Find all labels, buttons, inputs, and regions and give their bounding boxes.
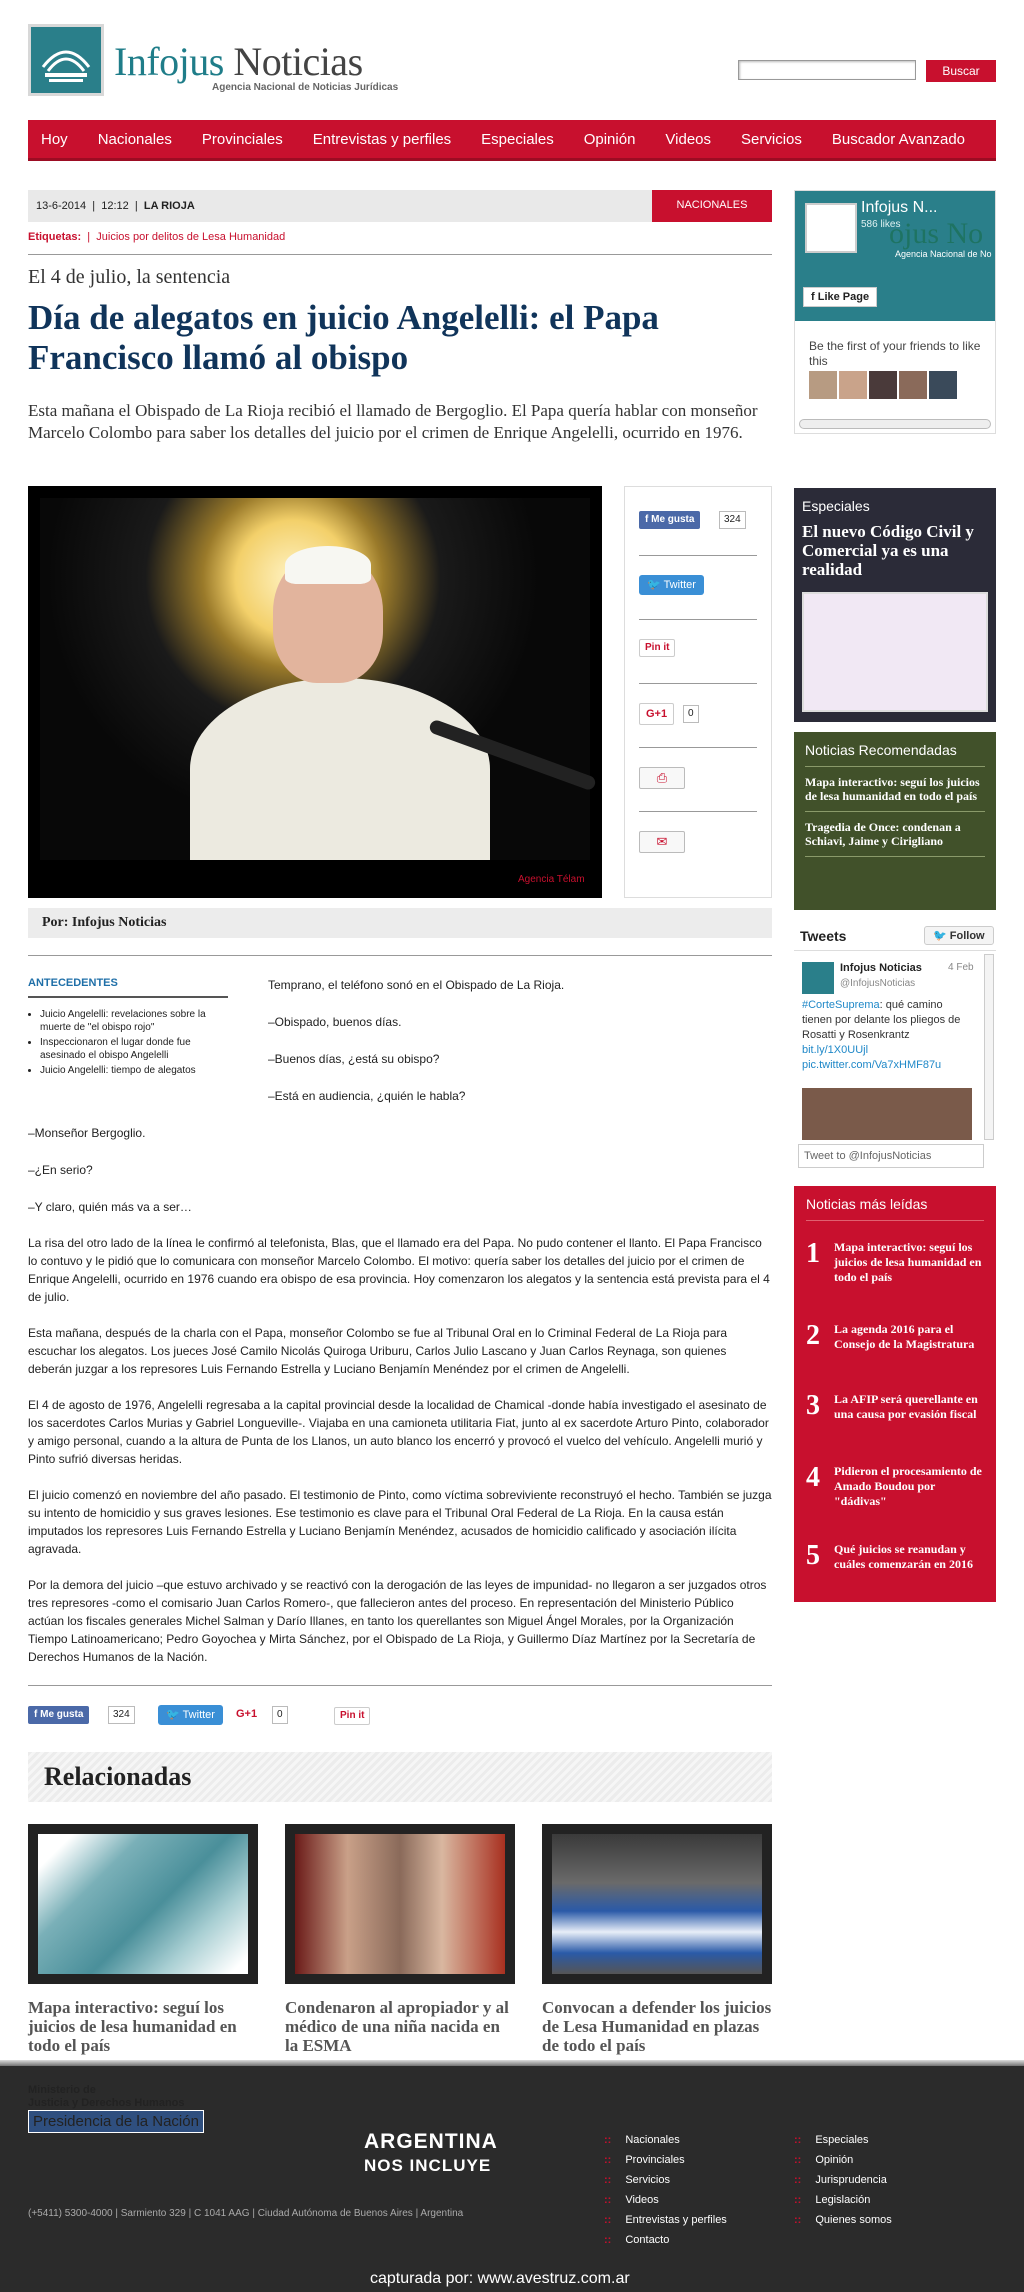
tag-link[interactable]: Juicios por delitos de Lesa Humanidad xyxy=(96,231,286,243)
brand-name-a: Infojus xyxy=(114,39,224,84)
rank-number: 1 xyxy=(806,1238,820,1269)
body-paragraph: Por la demora del juicio –que estuvo archivado y se reactivó con la derogación de las leyes de impunidad- no llegaron a ser juzgados otros tres represores -como el comisario Juan Carlos Romero-, que fallecieron antes del proceso. En representación del Ministerio Público actúan los fiscales generales Michel Salman y Darío Illanes, en tanto los querellantes son Miguel Ángel Morales, por la Organización Tiempo Latinoamericano; Pedro Goyochea y Mirta Sánchez, por el Obispado de La Rioja, y Guillermo Díaz Martínez por la Secretaría de Derechos Humanos de la Nación. xyxy=(28,1578,767,1664)
argentina-logo: ARGENTINA xyxy=(364,2130,498,2153)
article-photo xyxy=(28,486,602,898)
follow-button[interactable]: 🐦 Follow xyxy=(924,926,994,945)
follow-label: Follow xyxy=(949,930,985,942)
fb-like-count: 324 xyxy=(108,1706,135,1724)
footer-link[interactable]: :: Nacionales xyxy=(604,2130,727,2150)
fb-like-label: Me gusta xyxy=(651,514,695,525)
tweet-to-input[interactable]: Tweet to @InfojusNoticias xyxy=(798,1144,984,1168)
pinterest-button[interactable]: Pin it xyxy=(334,1707,370,1725)
email-icon[interactable]: ✉ xyxy=(639,831,685,853)
divider xyxy=(639,811,757,812)
footer-link[interactable]: :: Especiales xyxy=(794,2130,892,2150)
tweet-avatar[interactable] xyxy=(802,962,834,994)
gplus-button[interactable]: G+1 xyxy=(639,703,674,725)
related-title: Relacionadas xyxy=(44,1762,192,1791)
related-title-link[interactable]: Mapa interactivo: seguí los juicios de lesa humanidad en todo el país xyxy=(28,1998,237,2055)
divider xyxy=(639,619,757,620)
nav-especiales[interactable]: Especiales xyxy=(481,130,554,148)
body-paragraph: El juicio comenzó en noviembre del año pasado. El testimonio de Pinto, como víctima sobreviviente reconstruyó el hecho. También se juzga su intento de homicidio y sus graves lesiones. Ese testimonio es clave para el Tribunal Oral Federal de La Rioja. En la causa están imputados los represores Luis Fernando Estrella y Luciano Benjamín Menéndez, acusados de homicidio calificado y asociación ilícita agravada. xyxy=(28,1488,772,1556)
fb-cover-subtitle: Agencia Nacional de No xyxy=(895,249,992,259)
article-body xyxy=(28,1234,772,1684)
mas-leida-title[interactable]: La AFIP será querellante en una causa por evasión fiscal xyxy=(834,1392,978,1421)
fb-friend-avatar[interactable] xyxy=(809,371,837,399)
body-paragraph: La risa del otro lado de la línea le confirmó al telefonista, Blas, que el llamado era del Papa. No pudo contener el llanto. El Papa Francisco lo contuvo y le pidió que lo comunicara con monseñor Marcelo Colombo. El motivo: quería saber los detalles del juicio por el crimen de Enrique Angelelli, ocurrido en 1976 cuando era obispo de esa provincia. Hoy comenzaron los alegatos y la sentencia está prevista para el 4 de julio. xyxy=(28,1236,770,1304)
divider xyxy=(639,747,757,748)
footer-address: (+5411) 5300-4000 | Sarmiento 329 | C 1041 AAG | Ciudad Autónoma de Buenos Aires | Argentina xyxy=(28,2208,464,2219)
facebook-page-widget xyxy=(794,190,996,434)
twitter-button[interactable]: 🐦 Twitter xyxy=(639,575,704,595)
divider xyxy=(28,1685,772,1686)
antecedente-link[interactable]: • Juicio Angelelli: revelaciones sobre la muerte de "el obispo rojo" xyxy=(40,1008,230,1034)
photo-figure-cap xyxy=(285,546,371,584)
fb-like-page-label: Like Page xyxy=(817,291,870,303)
divider xyxy=(805,766,985,767)
byline: Por: Infojus Noticias xyxy=(28,908,772,938)
related-card[interactable] xyxy=(542,1824,772,2055)
tweet-text xyxy=(802,998,972,1073)
nav-buscador[interactable]: Buscador Avanzado xyxy=(831,130,966,148)
divider xyxy=(639,683,757,684)
presidencia-logo[interactable]: Presidencia de la Nación xyxy=(28,2110,204,2133)
ministerio-line-2: Justicia y Derechos Humanos xyxy=(28,2097,185,2109)
especiales-heading: Especiales xyxy=(802,498,870,514)
twitter-widget xyxy=(794,920,996,1172)
nos-incluye-logo: NOS INCLUYE xyxy=(364,2156,492,2175)
body-paragraph: Temprano, el teléfono sonó en el Obispado de La Rioja. xyxy=(268,978,565,992)
nav-entrevistas[interactable]: Entrevistas y perfiles xyxy=(312,130,452,148)
footer-link[interactable]: :: Entrevistas y perfiles xyxy=(604,2210,727,2230)
fb-page-name[interactable]: Infojus N... xyxy=(861,199,938,216)
article-date: 13-6-2014 xyxy=(36,200,87,212)
tags-label: Etiquetas: xyxy=(28,231,82,243)
rank-number: 3 xyxy=(806,1390,820,1421)
related-image[interactable] xyxy=(285,1824,515,1984)
photo-figure-body xyxy=(190,678,490,860)
facebook-like-button[interactable]: f Me gusta xyxy=(28,1706,89,1724)
tweet-author[interactable]: Infojus Noticias xyxy=(840,962,922,974)
tweet-hashtag[interactable]: #CorteSuprema xyxy=(802,999,880,1011)
article-kicker: El 4 de julio, la sentencia xyxy=(28,266,231,288)
fb-friend-avatar[interactable] xyxy=(929,371,957,399)
footer-link[interactable]: :: Quienes somos xyxy=(794,2210,892,2230)
gplus-count: 0 xyxy=(272,1706,288,1724)
especiales-image[interactable] xyxy=(802,592,988,712)
category-badge[interactable]: NACIONALES xyxy=(652,190,772,222)
mas-leida-title[interactable]: Qué juicios se reanudan y cuáles comenzarán en 2016 xyxy=(834,1542,973,1571)
body-paragraph: –Está en audiencia, ¿quién le habla? xyxy=(268,1089,466,1103)
rank-number: 4 xyxy=(806,1462,820,1493)
print-icon[interactable]: ⎙ xyxy=(639,767,685,789)
capture-credit: capturada por: www.avestruz.com.ar xyxy=(370,2270,630,2287)
gplus-count: 0 xyxy=(683,705,699,723)
footer-link[interactable]: :: Videos xyxy=(604,2190,727,2210)
fb-like-label: Me gusta xyxy=(40,1709,84,1720)
divider xyxy=(805,811,985,812)
footer-link[interactable]: :: Contacto xyxy=(604,2230,727,2250)
twitter-label: Twitter xyxy=(182,1709,215,1721)
divider xyxy=(28,254,772,255)
share-box xyxy=(624,486,772,898)
especiales-box[interactable] xyxy=(794,488,996,722)
tweet-date[interactable]: 4 Feb xyxy=(948,962,974,973)
tags-row: Etiquetas: | Juicios por delitos de Lesa Humanidad xyxy=(28,231,286,243)
antecedentes-list xyxy=(40,1008,230,1079)
body-paragraph: –Buenos días, ¿está su obispo? xyxy=(268,1052,440,1066)
fb-like-page-button[interactable] xyxy=(803,287,877,307)
body-paragraph: –Monseñor Bergoglio. xyxy=(28,1126,146,1140)
rank-number: 5 xyxy=(806,1540,820,1571)
antecedentes-title: ANTECEDENTES xyxy=(28,977,118,989)
fb-cover-text: ojus No xyxy=(889,217,984,250)
divider xyxy=(28,996,228,998)
fb-friend-avatar[interactable] xyxy=(839,371,867,399)
article-meta: 13-6-2014 | 12:12 | LA RIOJA xyxy=(28,190,652,222)
nav-provinciales[interactable]: Provinciales xyxy=(201,130,283,148)
antecedente-link[interactable]: • Juicio Angelelli: tiempo de alegatos xyxy=(40,1064,230,1077)
mas-leidas-heading: Noticias más leídas xyxy=(806,1196,928,1212)
nav-videos[interactable]: Videos xyxy=(665,130,712,148)
footer-link[interactable]: :: Jurisprudencia xyxy=(794,2170,892,2190)
tweet-pic-link[interactable]: pic.twitter.com/Va7xHMF87u xyxy=(802,1059,942,1071)
divider xyxy=(794,950,996,951)
tweet-handle[interactable]: @InfojusNoticias xyxy=(840,978,916,989)
related-card[interactable] xyxy=(285,1824,515,2055)
divider xyxy=(806,1220,984,1221)
fb-friend-avatar[interactable] xyxy=(869,371,897,399)
article-title: Día de alegatos en juicio Angelelli: el Papa Francisco llamó al obispo xyxy=(28,298,659,377)
footer-link[interactable]: :: Provinciales xyxy=(604,2150,727,2170)
related-card[interactable] xyxy=(28,1824,258,2055)
facebook-like-button[interactable]: f Me gusta xyxy=(639,511,700,529)
recomendadas-box xyxy=(794,732,996,910)
nav-opinion[interactable]: Opinión xyxy=(583,130,636,148)
gplus-button[interactable]: G+1 xyxy=(230,1704,263,1726)
recomendadas-heading: Noticias Recomendadas xyxy=(805,742,957,758)
article-place: LA RIOJA xyxy=(143,200,195,212)
divider xyxy=(639,555,757,556)
logo[interactable] xyxy=(28,24,104,96)
especiales-title[interactable]: El nuevo Código Civil y Comercial ya es una realidad xyxy=(802,522,974,579)
horizontal-scrollbar[interactable] xyxy=(799,419,991,429)
body-paragraph: –Y claro, quién más va a ser… xyxy=(28,1200,192,1214)
body-paragraph: El 4 de agosto de 1976, Angelelli regresaba a la capital provincial desde la localidad de Chamical -donde había investigado el asesinato de los sacerdotes Carlos Murias y Gabriel Longueville-. Viajaba en una camioneta utilitaria Fiat, junto al ex sacerdote Arturo Pinto, colaborador y amigo personal, cuando a la altura de Punta de los Llanos, un auto blanco los encerró y provocó el vuelco del vehículo. Angelelli murió y Pinto sufrió diversas heridas. xyxy=(28,1398,769,1466)
body-paragraph: –¿En serio? xyxy=(28,1163,93,1177)
nav-servicios[interactable]: Servicios xyxy=(741,130,802,148)
mas-leida-title[interactable]: Pidieron el procesamiento de Amado Boudou por "dádivas" xyxy=(834,1464,982,1508)
related-header xyxy=(28,1752,772,1802)
fb-page-logo[interactable] xyxy=(805,203,857,253)
tweet-image[interactable] xyxy=(802,1088,972,1140)
rank-number: 2 xyxy=(806,1320,820,1351)
vertical-scrollbar[interactable] xyxy=(984,954,994,1140)
footer-link[interactable]: :: Servicios xyxy=(604,2170,727,2190)
related-image[interactable] xyxy=(28,1824,258,1984)
footer-links-2 xyxy=(794,2130,892,2230)
brand-subtitle: Agencia Nacional de Noticias Jurídicas xyxy=(212,82,399,93)
tweet-link[interactable]: bit.ly/1X0UUjl xyxy=(802,1044,869,1056)
tweet-body: : qué camino tienen por delante los pliegos de Rosatti y Rosenkrantz xyxy=(802,999,961,1041)
pinterest-button[interactable]: Pin it xyxy=(639,639,675,657)
related-title-link[interactable]: Condenaron al apropiador y al médico de una niña nacida en la ESMA xyxy=(285,1998,509,2055)
antecedente-link[interactable]: • Inspeccionaron el lugar donde fue asesinado el obispo Angelelli xyxy=(40,1036,230,1062)
article-lead: Esta mañana el Obispado de La Rioja recibió el llamado de Bergoglio. El Papa quería hablar con monseñor Marcelo Colombo para saber los detalles del juicio por el crimen de Enrique Angelelli, ocurrido en 1976. xyxy=(28,401,758,442)
twitter-label: Twitter xyxy=(663,579,696,591)
mas-leida-title[interactable]: Mapa interactivo: seguí los juicios de lesa humanidad en todo el país xyxy=(834,1240,982,1284)
mas-leida-title[interactable]: La agenda 2016 para el Consejo de la Magistratura xyxy=(834,1322,975,1351)
footer-link[interactable]: :: Opinión xyxy=(794,2150,892,2170)
fb-icon: f xyxy=(811,291,818,303)
nav-hoy[interactable]: Hoy xyxy=(41,130,68,148)
main-nav xyxy=(28,120,996,161)
fb-friends-text: Be the first of your friends to like this xyxy=(809,339,981,368)
body-paragraph: –Obispado, buenos días. xyxy=(268,1015,402,1029)
recomendada-link[interactable]: Tragedia de Once: condenan a Schiavi, Jaime y Cirigliano xyxy=(805,820,961,848)
brand-name-b: Noticias xyxy=(233,39,363,84)
tweets-heading: Tweets xyxy=(800,928,847,944)
footer-links-1 xyxy=(604,2130,727,2250)
divider xyxy=(28,955,772,956)
recomendada-link[interactable]: Mapa interactivo: seguí los juicios de lesa humanidad en todo el país xyxy=(805,775,980,803)
ministerio-line-1: Ministerio de xyxy=(28,2084,96,2096)
nav-nacionales[interactable]: Nacionales xyxy=(97,130,172,148)
fb-cover xyxy=(795,191,995,321)
fb-like-count: 324 xyxy=(719,511,746,529)
mas-leidas-box xyxy=(794,1186,996,1602)
related-title-link[interactable]: Convocan a defender los juicios de Lesa Humanidad en plazas de todo el país xyxy=(542,1998,772,2055)
brand-name[interactable] xyxy=(114,38,363,85)
related-image[interactable] xyxy=(542,1824,772,1984)
twitter-button[interactable]: 🐦 Twitter xyxy=(158,1705,223,1725)
photo-credit: Agencia Télam xyxy=(518,874,585,885)
search-input[interactable] xyxy=(738,60,916,80)
fb-friend-avatar[interactable] xyxy=(899,371,927,399)
fb-page-likes: 586 likes xyxy=(861,219,901,230)
search-button[interactable]: Buscar xyxy=(926,60,996,82)
article-time: 12:12 xyxy=(101,200,129,212)
footer-link[interactable]: :: Legislación xyxy=(794,2190,892,2210)
body-paragraph: Esta mañana, después de la charla con el Papa, monseñor Colombo se fue al Tribunal Oral en lo Criminal Federal de La Rioja para escuchar los alegatos. Los jueces José Camilo Nicolás Quiroga Uriburu, Carlos Julio Lascano y Juan Carlos Reynaga, son quienes deberán juzgar a los represores Luis Fernando Estrella y Luciano Benjamín Menéndez por el crimen de Angelelli. xyxy=(28,1326,728,1376)
divider xyxy=(805,856,985,857)
ministerio-logo[interactable] xyxy=(28,2084,185,2110)
